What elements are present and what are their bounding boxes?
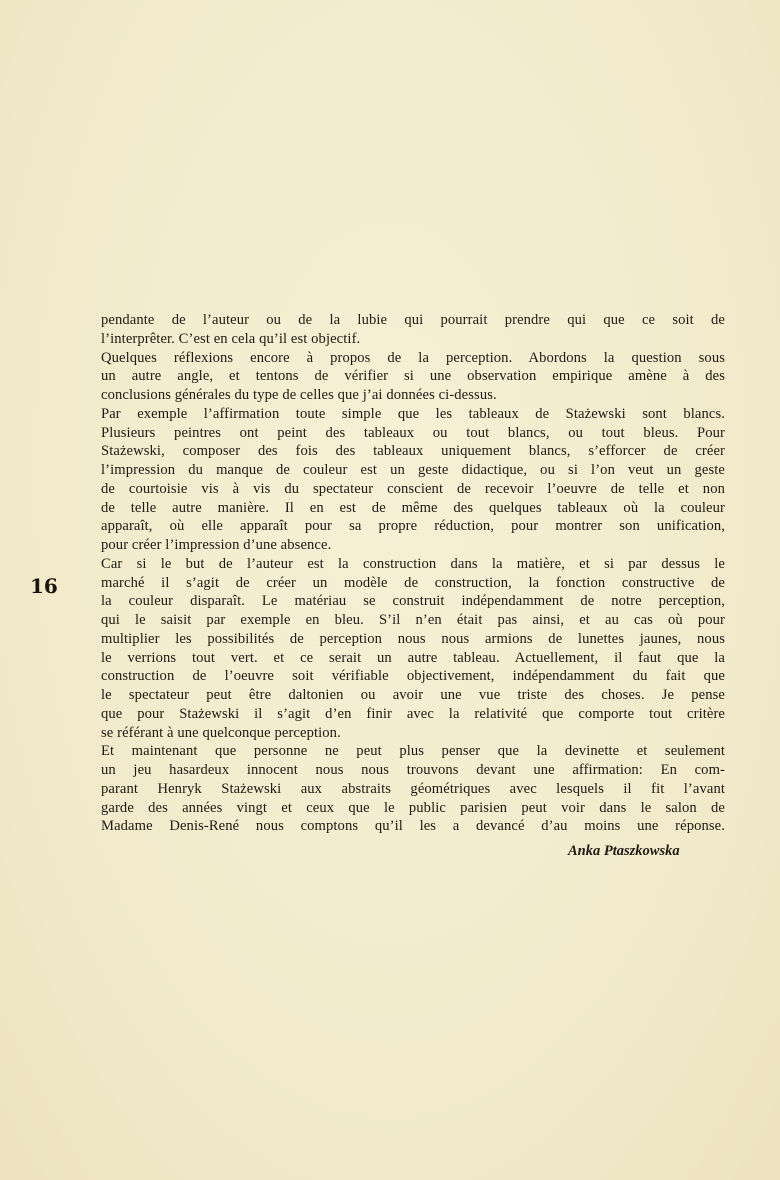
page-number: 16 bbox=[30, 574, 58, 598]
text-line: un jeu hasardeux innocent nous nous trouvons devant une affirmation: En com- bbox=[101, 762, 725, 778]
text-line: pendante de l’auteur ou de la lubie qui pourrait prendre qui que ce soit de bbox=[101, 312, 725, 328]
text-line: construction de l’oeuvre soit vérifiable objectivement, indépendamment du fait que bbox=[101, 668, 725, 685]
text-line: se référant à une quelconque perception. bbox=[101, 724, 341, 741]
paragraph-5 bbox=[101, 742, 725, 836]
paragraph-3 bbox=[101, 405, 725, 555]
paragraph-1 bbox=[101, 311, 725, 349]
text-line: Madame Denis-René nous comptons qu’il les a devancé d’au moins une réponse. bbox=[101, 818, 725, 835]
text-line: la couleur disparaît. Le matériau se construit indépendamment de notre perception, bbox=[101, 593, 725, 610]
text-line: conclusions générales du type de celles que j’ai données ci-dessus. bbox=[101, 387, 497, 403]
article-body bbox=[101, 311, 725, 836]
text-line: parant Henryk Stażewski aux abstraits géométriques avec lesquels il fit l’avant bbox=[101, 780, 725, 797]
text-line: un autre angle, et tentons de vérifier si une observation empirique amène à des bbox=[101, 368, 725, 385]
text-line: le spectateur peut être daltonien ou avoir une vue triste des choses. Je pense bbox=[101, 687, 725, 703]
text-line: l’interprêter. C’est en cela qu’il est objectif. bbox=[101, 330, 361, 347]
text-line: Quelques réflexions encore à propos de la perception. Abordons la question sous bbox=[101, 349, 725, 366]
text-line: Par exemple l’affirmation toute simple que les tableaux de Stażewski sont blancs. bbox=[101, 405, 725, 422]
text-line: pour créer l’impression d’une absence. bbox=[101, 537, 332, 553]
paragraph-2 bbox=[101, 349, 725, 405]
text-line: Car si le but de l’auteur est la construction dans la matière, et si par dessus le bbox=[101, 555, 725, 572]
text-line: marché il s’agit de créer un modèle de construction, la fonction constructive de bbox=[101, 574, 725, 591]
text-line: qui le saisit par exemple en bleu. S’il n’en était pas ainsi, et au cas où pour bbox=[101, 612, 725, 628]
text-line: garde des années vingt et ceux que le public parisien peut voir dans le salon de bbox=[101, 799, 725, 816]
text-line: que pour Stażewski il s’agit d’en finir avec la relativité que comporte tout critère bbox=[101, 705, 725, 722]
text-line: le verrions tout vert. et ce serait un autre tableau. Actuellement, il faut que la bbox=[101, 649, 725, 666]
text-line: de telle autre manière. Il en est de même des quelques tableaux où la couleur bbox=[101, 499, 725, 516]
text-line: de courtoisie vis à vis du spectateur conscient de recevoir l’oeuvre de telle et non bbox=[101, 480, 725, 497]
text-line: Et maintenant que personne ne peut plus penser que la devinette et seulement bbox=[101, 743, 725, 760]
text-line: multiplier les possibilités de perception nous nous armions de lunettes jaunes, nous bbox=[101, 630, 725, 647]
author-signature: Anka Ptaszkowska bbox=[568, 843, 680, 859]
text-line: Stażewski, composer des fois des tableaux uniquement blancs, s’efforcer de créer bbox=[101, 443, 725, 460]
text-line: Plusieurs peintres ont peint des tableaux ou tout blancs, ou tout bleus. Pour bbox=[101, 424, 725, 441]
text-line: apparaît, où elle apparaît pour sa propre réduction, pour montrer son unification, bbox=[101, 518, 725, 535]
paragraph-4 bbox=[101, 555, 725, 743]
text-line: l’impression du manque de couleur est un geste didactique, ou si l’on veut un geste bbox=[101, 462, 725, 478]
